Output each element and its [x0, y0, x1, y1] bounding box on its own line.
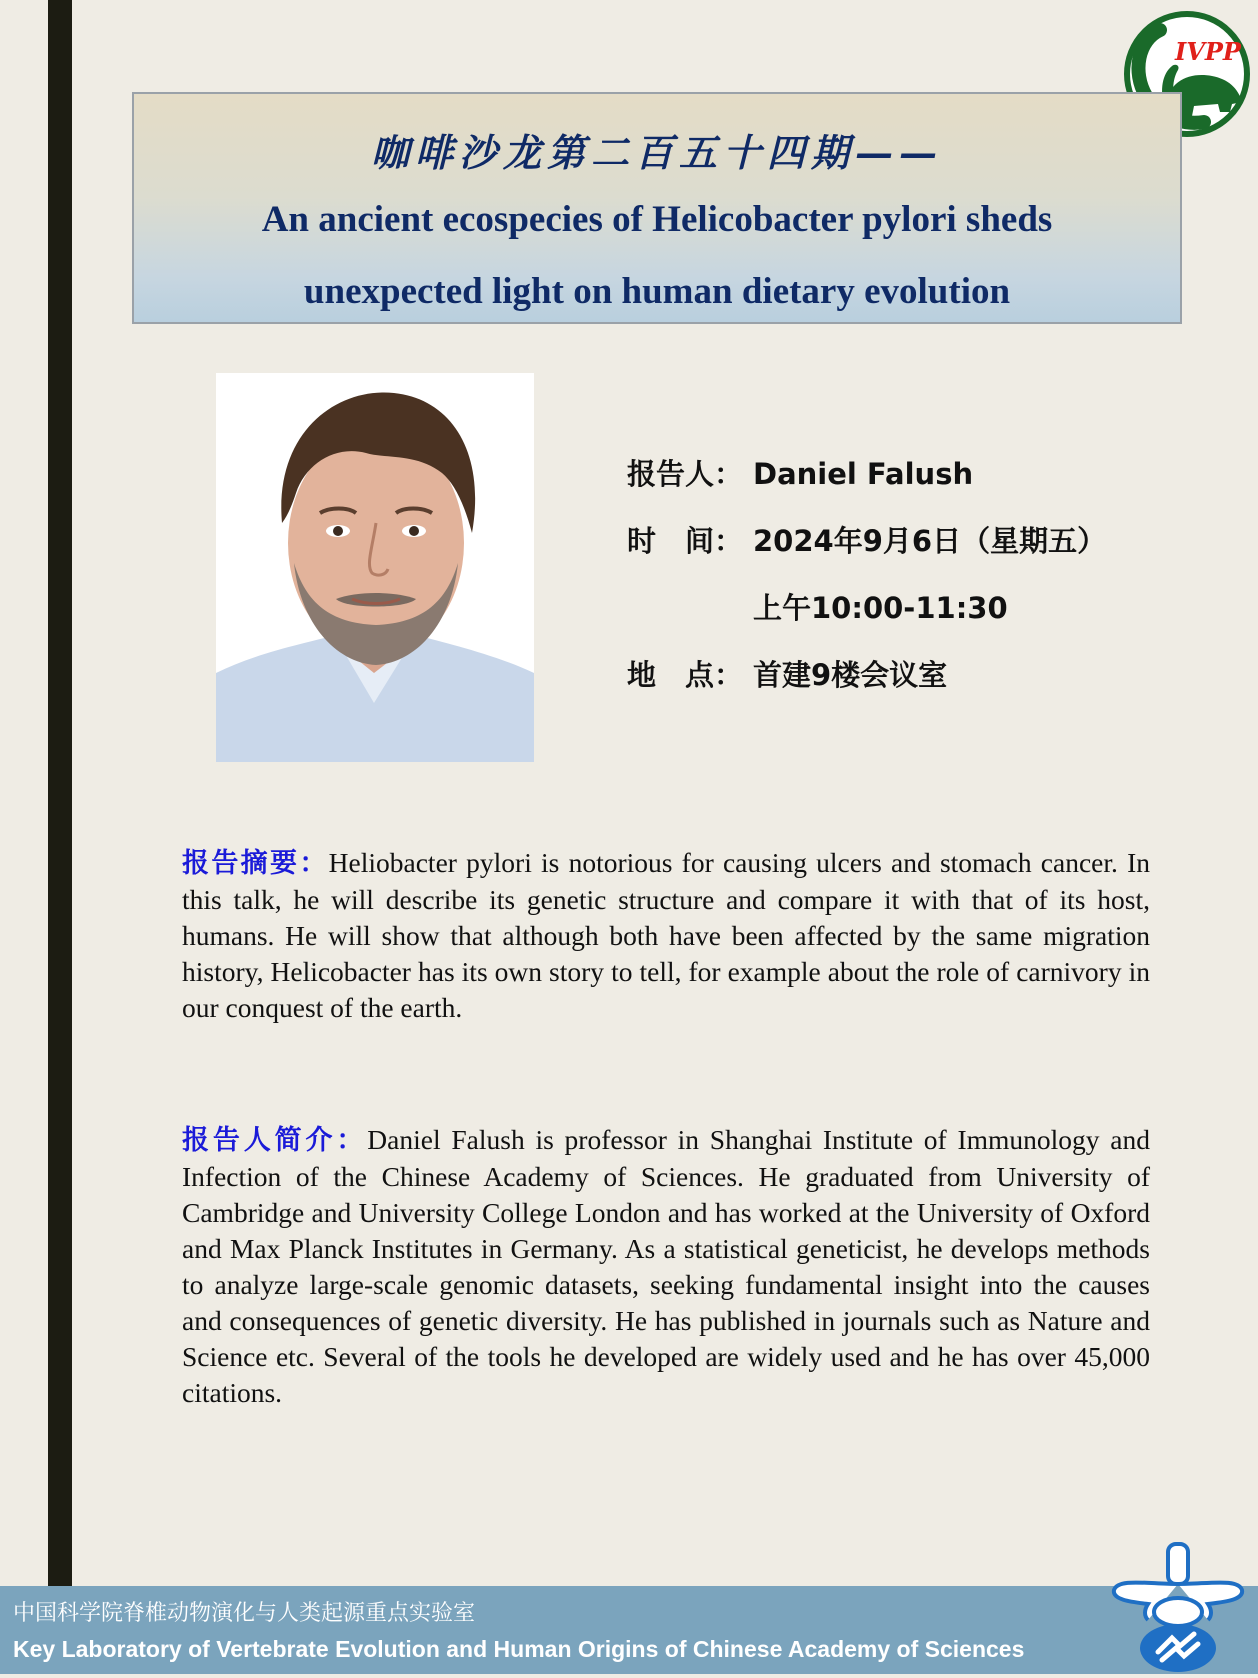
speaker-row	[627, 452, 973, 493]
abstract-text: Heliobacter pylori is notorious for causing ulcers and stomach cancer. In this talk, he will describe its genetic structure and compare it with that of its host, humans. He will show that although both have been affected by the same migration history, Helicobacter has its own story to tell, for example about the role of carnivory in our conquest of the earth.	[182, 847, 1151, 1023]
time-hours-row	[627, 586, 1008, 627]
place-row	[627, 653, 947, 694]
place-label: 地 点：	[627, 658, 744, 692]
place-value: 首建9楼会议室	[753, 658, 948, 692]
left-accent-bar	[48, 0, 72, 1590]
talk-title-line-1: An ancient ecospecies of Helicobacter pylori sheds	[261, 199, 1053, 240]
speaker-name: Daniel Falush	[753, 457, 974, 491]
talk-title-line-2: unexpected light on human dietary evolution	[303, 271, 1011, 312]
time-label: 时 间：	[627, 524, 744, 558]
bio-text: Daniel Falush is professor in Shanghai Institute of Immunology and Infection of the Chinese Academy of Sciences. He graduated from University of Cambridge and University College London and has worked at the University of Oxford and Max Planck Institutes in Germany. As a statistical geneticist, he develops methods to analyze large-scale genomic datasets, seeking fundamental insight into the causes and consequences of genetic diversity. He has published in journals such as Nature and Science etc. Several of the tools he developed are widely used and he has over 45,000 citations.	[182, 1124, 1150, 1408]
speaker-portrait	[216, 373, 534, 762]
time-date: 2024年9月6日（星期五）	[753, 524, 1107, 558]
footer-lab-name-cn: 中国科学院脊椎动物演化与人类起源重点实验室	[13, 1601, 476, 1626]
title-banner	[132, 92, 1182, 324]
time-hours: 上午10:00-11:30	[753, 591, 1008, 625]
speaker-label: 报告人：	[627, 457, 744, 491]
salon-issue-title: 咖啡沙龙第二百五十四期——	[370, 130, 943, 175]
bio-paragraph	[182, 1122, 1150, 1411]
ivpp-logo-text: IVPP	[1175, 37, 1241, 66]
lab-vertebra-logo	[1108, 1540, 1248, 1674]
time-row	[627, 519, 1106, 560]
abstract-paragraph	[182, 845, 1150, 1026]
bio-heading: 报告人简介：	[182, 1125, 368, 1156]
footer-lab-name-en: Key Laboratory of Vertebrate Evolution and Human Origins of Chinese Academy of Sciences	[13, 1636, 1025, 1662]
footer-banner	[0, 1586, 1258, 1674]
abstract-heading: 报告摘要：	[182, 848, 329, 879]
